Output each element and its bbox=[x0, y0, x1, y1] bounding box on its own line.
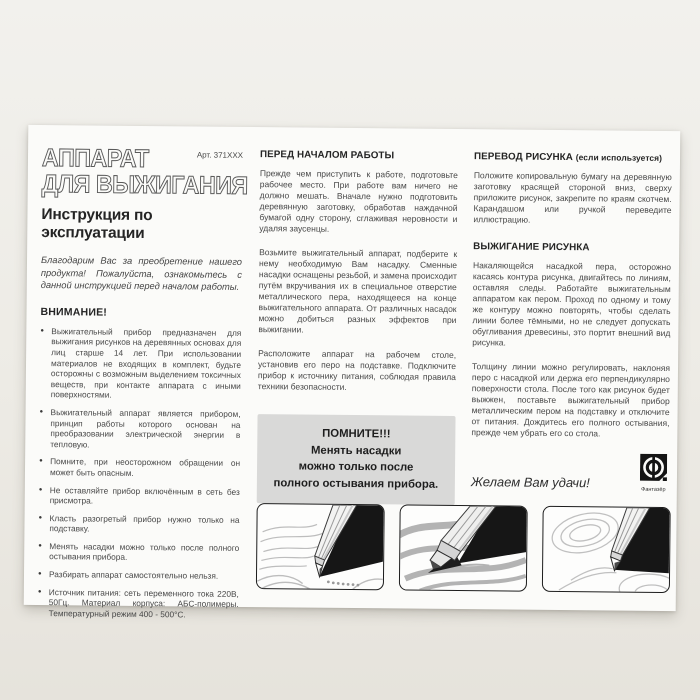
product-title-line2: ДЛЯ ВЫЖИГАНИЯ bbox=[41, 170, 248, 200]
remember-line: Менять насадки bbox=[310, 444, 402, 457]
pen-curved-lines-drawing bbox=[543, 507, 670, 592]
paragraph: Накаляющейся насадкой пера, осторожно касаясь контура рисунка, двигайтесь по линиям, оставляя следы. Работайте выжигательным аппаратом как пером. Проход по одному и тому же контуру можно повторять, чтобы сделать линии более тёмными, но не следует допускать обугливания древесины, это портит внешний вид рисунка. bbox=[472, 260, 672, 348]
attention-heading: ВНИМАНИЕ! bbox=[40, 305, 108, 319]
remember-line: полного остывания прибора. bbox=[273, 476, 439, 491]
product-title-line1: АППАРАТ bbox=[41, 144, 149, 174]
instruction-leaflet bbox=[24, 125, 681, 620]
right-area bbox=[256, 142, 674, 591]
pen-thin-lines-drawing bbox=[257, 504, 384, 589]
logo-caption: Фантазёр bbox=[641, 486, 666, 494]
list-item: ● Не оставляйте прибор включённым в сеть без присмотра. bbox=[39, 484, 240, 507]
figure-pen-broad-strokes-icon bbox=[399, 504, 528, 591]
paragraph: Положите копировальную бумагу на деревянную заготовку красящей стороной вниз, сверху приложите рисунок, закрепите по краям скотчем. Карандашом или ручкой переведите иллюстрацию. bbox=[473, 170, 672, 225]
paragraph: Расположите аппарат на рабочем столе, установив его перо на подставке. Подключите прибор к источнику питания, соблюдая правила техники безопасности. bbox=[257, 348, 457, 392]
list-item: ● Помните, при неосторожном обращении он может быть опасным. bbox=[39, 456, 240, 479]
left-column bbox=[38, 140, 248, 620]
thanks-note: Благодарим Вас за преобретение нашего продукта! Пожалуйста, ознакомьтесь с данной инструкцией перед началом работы. bbox=[40, 255, 243, 293]
pen-broad-strokes-drawing bbox=[400, 505, 527, 590]
good-luck-wish: Желаем Вам удачи! bbox=[470, 474, 590, 491]
figure-pen-curved-lines-icon bbox=[542, 506, 671, 593]
list-item: ● Менять насадки можно только после полного остывания прибора. bbox=[38, 541, 239, 564]
article-number: Арт. 371XXX bbox=[196, 150, 244, 160]
remember-line: можно только после bbox=[298, 460, 414, 474]
remember-line: ПОМНИТЕ!!! bbox=[322, 427, 391, 441]
list-item: ● Класть разогретый прибор нужно только на подставку. bbox=[38, 513, 239, 536]
transfer-heading-text: ПЕРЕВОД РИСУНКА bbox=[473, 151, 574, 164]
paragraph: Толщину линии можно регулировать, наклоняя перо с насадкой или держа его перпендикулярно поверхности стола. После того как рисунок будет выжжен, поставьте выжигательный прибор металлическим пером на подставку и отключите от питания. Дождитесь его полного остывания, прежде чем убрать его со стола. bbox=[471, 361, 671, 439]
figure-pen-thin-lines-icon bbox=[256, 503, 385, 590]
technique-figures bbox=[256, 503, 671, 595]
paragraph: Возьмите выжигательный аппарат, подберите к нему необходимую Вам насадку. Сменные насадки оснащены резьбой, и замена происходит путём вкручивания их в специальное отверстие металлического пера, находящееся на конце выжигательного аппарата. От различных насадок можно добиться разных эффектов при выжигании. bbox=[258, 247, 458, 335]
attention-list bbox=[38, 326, 242, 621]
product-title bbox=[41, 144, 248, 200]
text-columns bbox=[257, 142, 674, 507]
list-item: ● Выжигательный прибор предназначен для выжигания рисунков на деревянных основах для лиц старше 14 лет. При использовании материалов не входящих в комплект, будьте осторожны с возможным выделением токсичных веществ, при контакте аппарата с иными поверхностями. bbox=[40, 326, 242, 402]
paragraph: Прежде чем приступить к работе, подготовьте рабочее место. При работе вам ничего не должно мешать. Вначале нужно подготовить деревянную заготовку, обработав наждачной бумагой одну сторону, сглаживая неровности и удаляя заусенцы. bbox=[259, 168, 458, 234]
transfer-heading-note: (если используется) bbox=[575, 152, 663, 163]
list-item: ● Источник питания: сеть переменного тока 220В, 50Гц. Материал корпуса: АБС-полимеры. Температурный режим 400 - 500°С. bbox=[38, 587, 239, 621]
brand-logo bbox=[640, 454, 667, 493]
list-item: ● Выжигательный аппарат является прибором, принцип работы которого основан на преобразовании электрической энергии в тепловую. bbox=[39, 407, 240, 451]
right-column bbox=[471, 144, 672, 507]
middle-column bbox=[257, 142, 458, 505]
before-work-heading: ПЕРЕД НАЧАЛОМ РАБОТЫ bbox=[259, 149, 395, 162]
fantazer-logo-icon bbox=[640, 454, 667, 481]
manual-subtitle: Инструкция по эксплуатации bbox=[41, 206, 153, 243]
transfer-heading bbox=[474, 151, 672, 164]
burning-heading: ВЫЖИГАНИЕ РИСУНКА bbox=[473, 241, 590, 254]
remember-warning-box bbox=[257, 414, 456, 505]
wish-row bbox=[471, 452, 669, 493]
list-item: ● Разбирать аппарат самостоятельно нельзя. bbox=[38, 569, 239, 582]
